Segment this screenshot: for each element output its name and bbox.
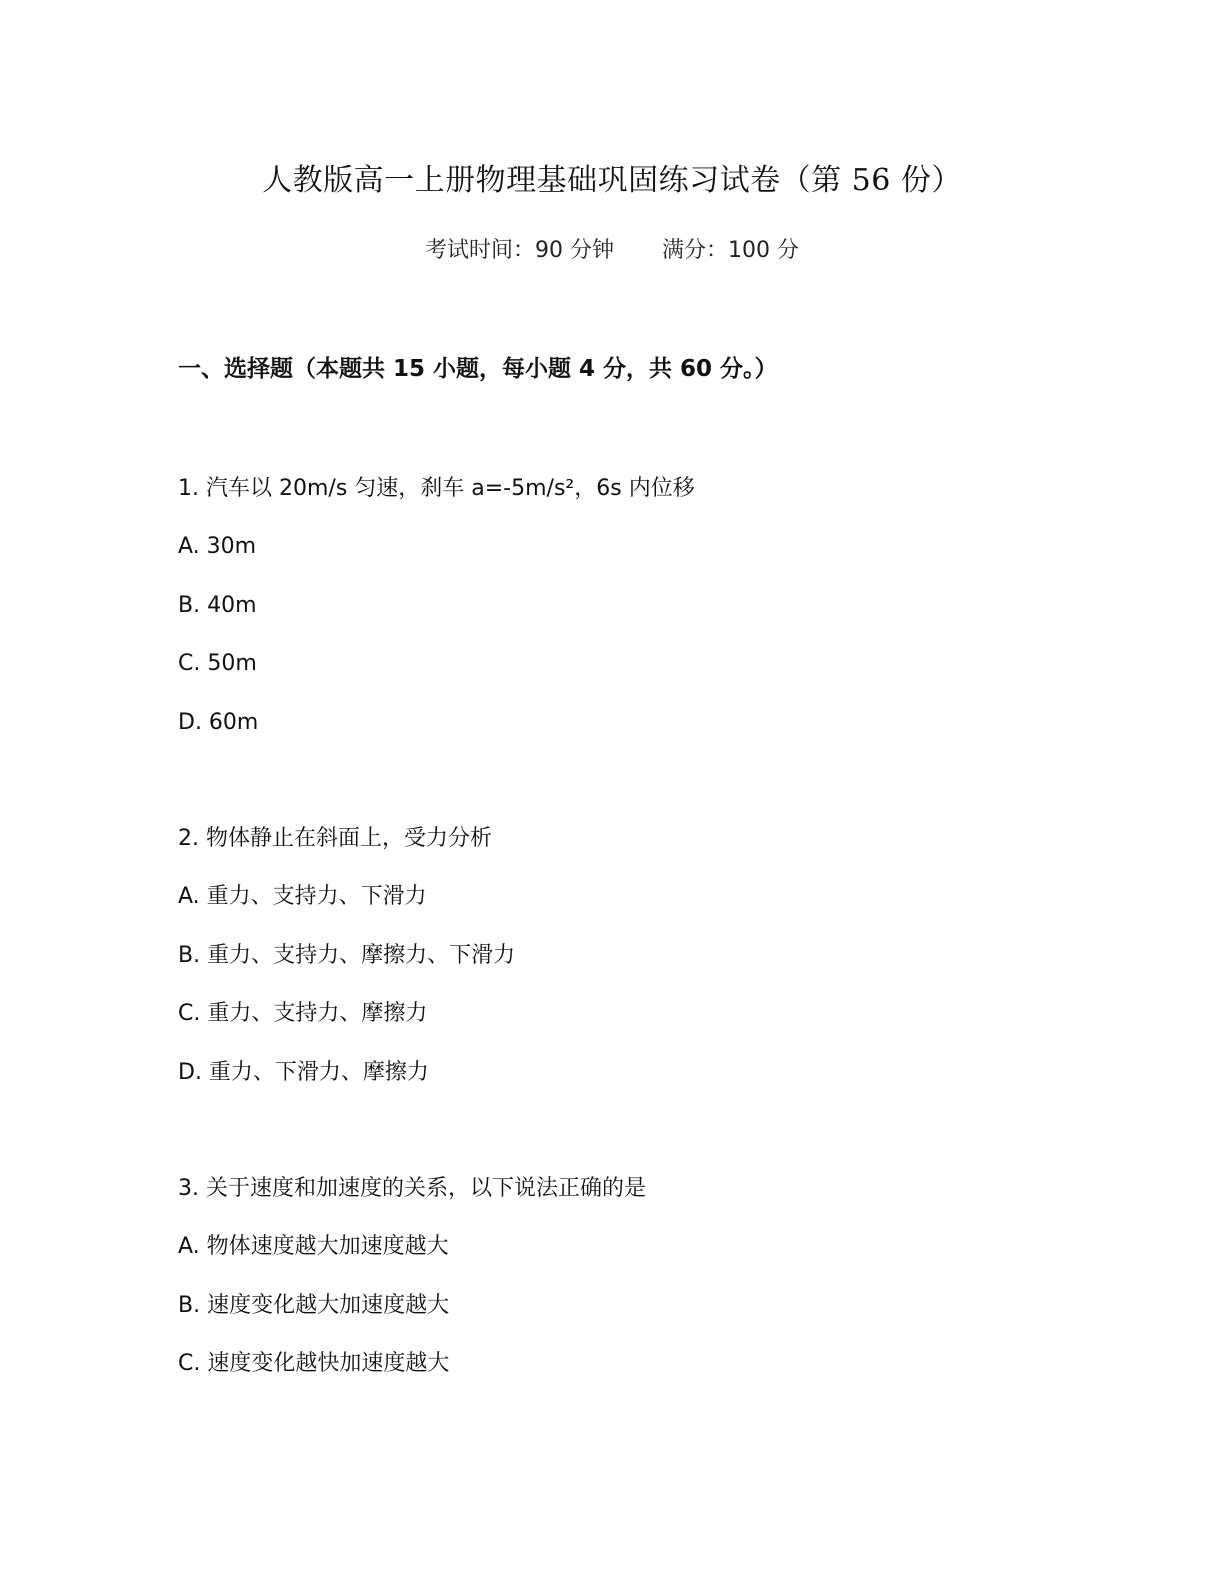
option-a: A. 重力、支持力、下滑力 bbox=[178, 884, 427, 910]
option-d: D. 重力、下滑力、摩擦力 bbox=[178, 1059, 429, 1085]
question-3 bbox=[178, 1172, 1078, 1406]
exam-info bbox=[0, 234, 1224, 268]
option-b: B. 速度变化越大加速度越大 bbox=[178, 1292, 450, 1318]
question-2 bbox=[178, 822, 1078, 1114]
section-heading: 一、选择题（本题共 15 小题，每小题 4 分，共 60 分。） bbox=[178, 356, 778, 382]
page-title: 人教版高一上册物理基础巩固练习试卷（第 56 份） bbox=[262, 163, 962, 198]
option-a: A. 物体速度越大加速度越大 bbox=[178, 1234, 449, 1260]
option-c: C. 50m bbox=[178, 651, 257, 677]
question-stem: 2. 物体静止在斜面上，受力分析 bbox=[178, 826, 492, 851]
option-b: B. 40m bbox=[178, 592, 257, 618]
option-c: C. 重力、支持力、摩擦力 bbox=[178, 1001, 428, 1027]
question-1 bbox=[178, 472, 1078, 764]
option-a: A. 30m bbox=[178, 534, 257, 560]
question-stem: 1. 汽车以 20m/s 匀速，刹车 a=-5m/s²，6s 内位移 bbox=[178, 476, 695, 501]
option-c: C. 速度变化越快加速度越大 bbox=[178, 1351, 450, 1377]
question-stem: 3. 关于速度和加速度的关系，以下说法正确的是 bbox=[178, 1176, 646, 1201]
full-score: 满分：100 分 bbox=[662, 238, 799, 263]
exam-time: 考试时间：90 分钟 bbox=[425, 238, 614, 263]
option-d: D. 60m bbox=[178, 709, 259, 735]
option-b: B. 重力、支持力、摩擦力、下滑力 bbox=[178, 942, 516, 968]
